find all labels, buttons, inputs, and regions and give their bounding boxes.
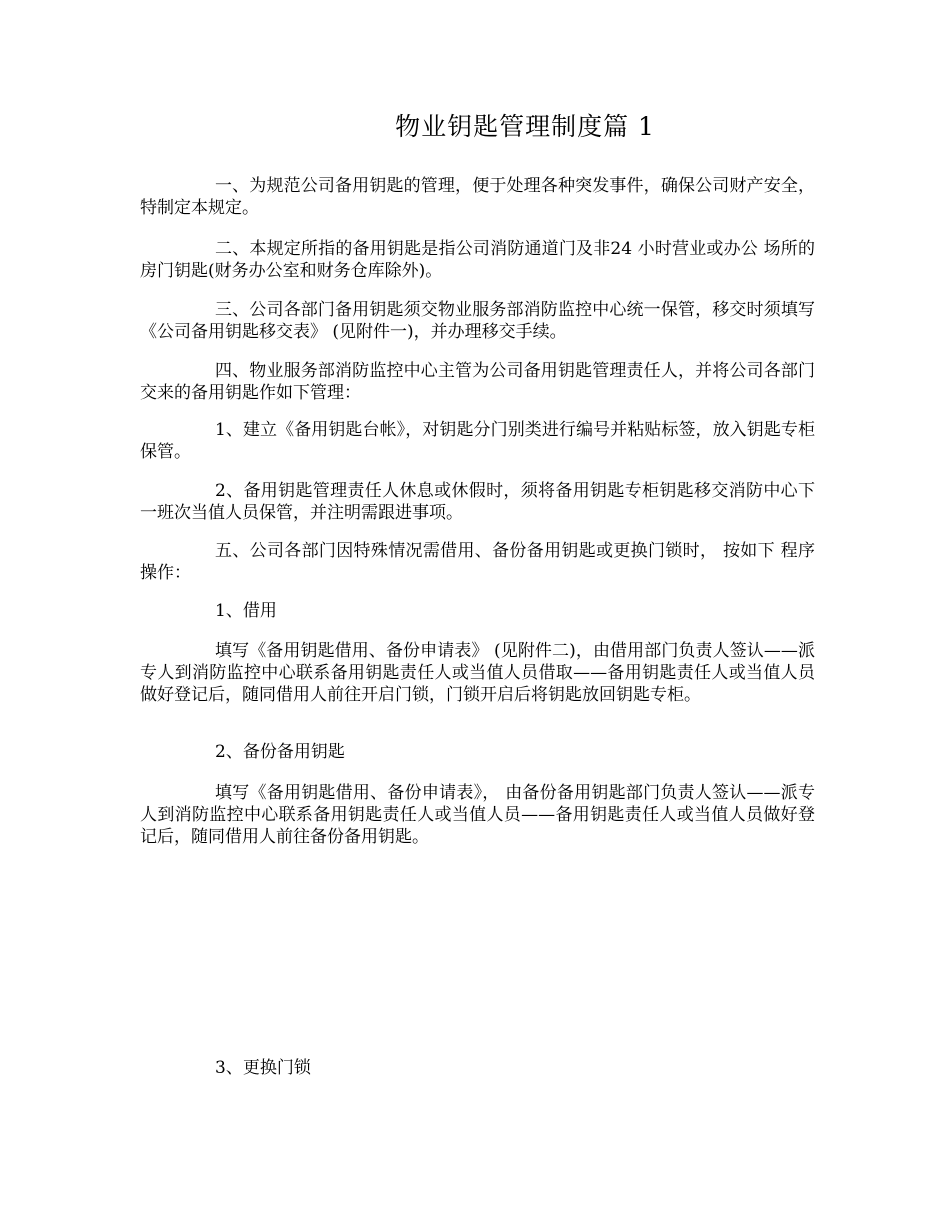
paragraph-custody: 三、公司各部门备用钥匙须交物业服务部消防监控中心统一保管，移交时须填写《公司备用钥匙移交表》 (见附件一)，并办理移交手续。	[140, 300, 815, 342]
paragraph-responsibility: 四、物业服务部消防监控中心主管为公司备用钥匙管理责任人，并将公司各部门交来的备用钥匙作如下管理：	[140, 361, 815, 403]
paragraph-handover: 2、备用钥匙管理责任人休息或休假时，须将备用钥匙专柜钥匙移交消防中心下一班次当值人员保管，并注明需跟进事项。	[140, 481, 815, 523]
paragraph-scope: 二、本规定所指的备用钥匙是指公司消防通道门及非24 小时营业或办公 场所的房门钥匙(财务办公室和财务仓库除外)。	[140, 239, 815, 281]
document-title: 物业钥匙管理制度篇 1	[395, 112, 655, 141]
heading-borrow: 1、借用	[215, 601, 277, 621]
heading-backup: 2、备份备用钥匙	[215, 742, 345, 762]
paragraph-purpose: 一、为规范公司备用钥匙的管理，便于处理各种突发事件，确保公司财产安全，特制定本规定。	[140, 176, 815, 218]
paragraph-ledger: 1、建立《备用钥匙台帐》，对钥匙分门别类进行编号并粘贴标签，放入钥匙专柜保管。	[140, 420, 815, 462]
heading-replace-lock: 3、更换门锁	[215, 1058, 311, 1078]
paragraph-borrow: 填写《备用钥匙借用、备份申请表》 (见附件二)，由借用部门负责人签认——派专人到消防监控中心联系备用钥匙责任人或当值人员借取——备用钥匙责任人或当值人员做好登记后，随同借用人前往开启门锁，门锁开启后将钥匙放回钥匙专柜。	[140, 641, 815, 705]
paragraph-procedure: 五、公司各部门因特殊情况需借用、备份备用钥匙或更换门锁时， 按如下 程序操作：	[140, 541, 815, 583]
paragraph-backup: 填写《备用钥匙借用、备份申请表》， 由备份备用钥匙部门负责人签认——派专人到消防监控中心联系备用钥匙责任人或当值人员——备用钥匙责任人或当值人员做好登记后，随同借用人前往备份备用钥匙。	[140, 783, 815, 847]
